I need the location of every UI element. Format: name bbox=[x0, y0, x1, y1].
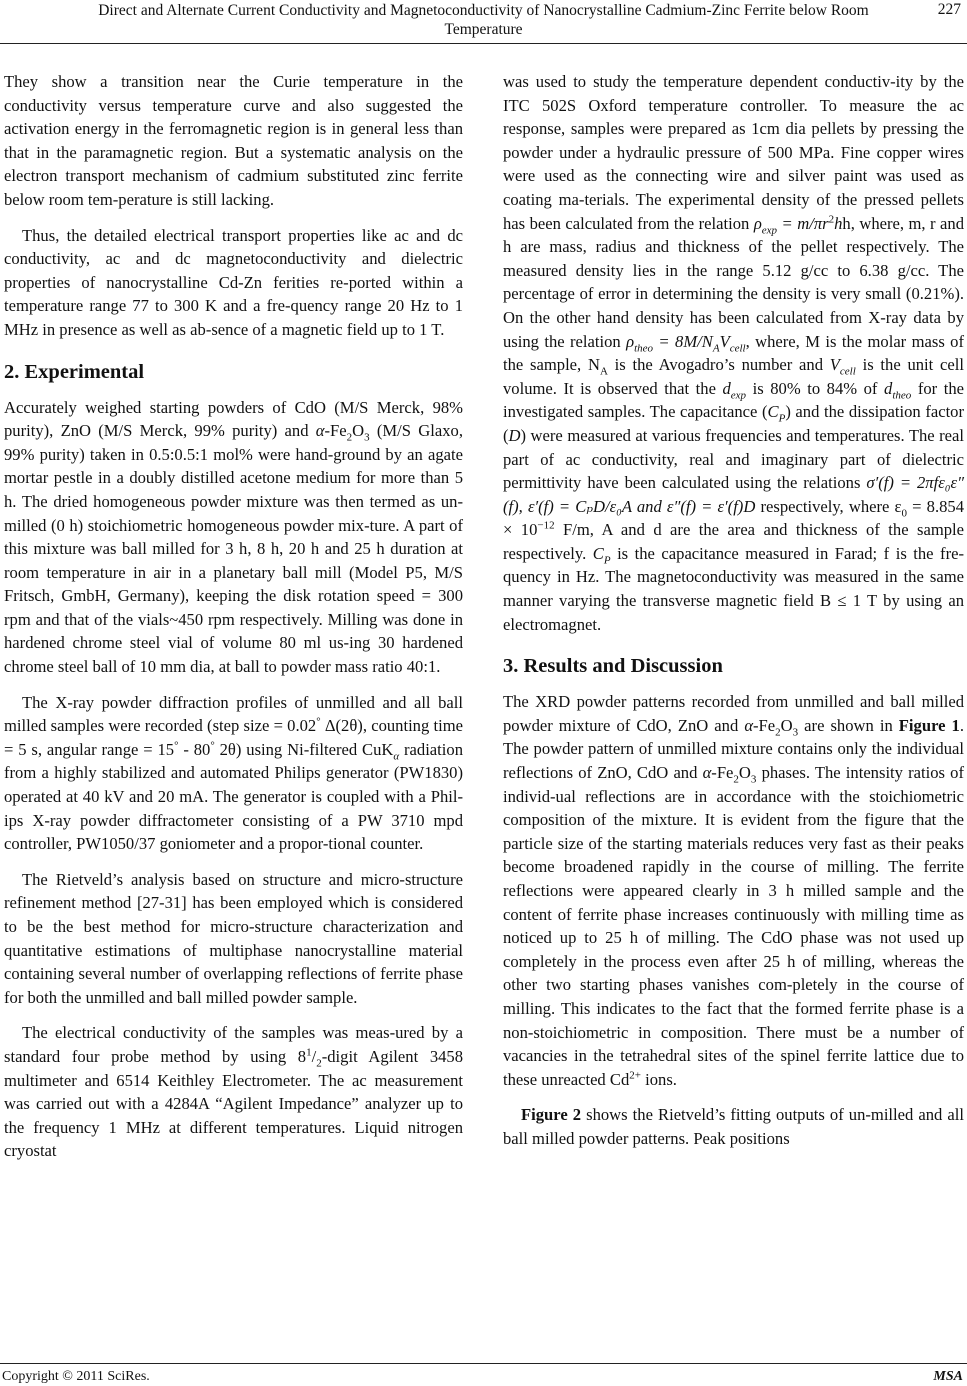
paragraph-sample-prep: Accurately weighed starting powders of CdO (M/S Merck, 98% purity), ZnO (M/S Merck, 99% purity) and $\alpha-Fe_2O_3$ (M/S Glaxo, 99% purity) taken in 0.5:0.5:1 mol% were hand-ground by an agate mortar pestle in a doubly distilled acetone medium for more than 5 h. The dried homogeneous powder mixture was then termed as un-milled (0 h) stoichiometric homogeneous powder mix-ture. A part of this mixture was ball milled for 3 h, 8 h, 20 h and 25 h duration at room temperature in air in a planetary ball mill (Model P5, M/S Fritsch, GmbH, Germany), keeping the disk rotation speed = 300 rpm and that of the vials~450 rpm respectively. Milling was done in hardened chrome steel vial of volume 80 ml us-ing 30 hardened chrome steel ball of 10 mm dia, at ball to powder mass ratio 40:1. bbox=[4, 397, 463, 677]
copyright-notice: Copyright © 2011 SciRes. bbox=[2, 1369, 150, 1384]
journal-abbrev: MSA bbox=[933, 1369, 963, 1384]
footer-rule bbox=[0, 1363, 967, 1364]
left-column bbox=[4, 70, 463, 1175]
running-header bbox=[0, 0, 967, 50]
page-footer bbox=[0, 1363, 967, 1386]
running-title: Direct and Alternate Current Conductivity and Magnetoconductivity of Nanocrystalline Cadmium-Zinc Ferrite below Room Temperature bbox=[98, 2, 869, 38]
paragraph-fig2: Figure 2 shows the Rietveld’s fitting outputs of un-milled and all ball milled powder patterns. Peak positions bbox=[503, 1105, 964, 1148]
section-heading-results: 3. Results and Discussion bbox=[503, 655, 723, 678]
paragraph-measurement: was used to study the temperature dependent conductiv-ity by the ITC 502S Oxford temperature controller. To measure the ac response, samples were prepared as 1cm dia pellets by pressing the powder under a hydraulic pressure of 500 MPa. Fine copper wires were used as the connecting wire and silver paint was used as coating ma-terials. The experimental density of the pressed pellets has been calculated from the relation $\rho_{exp} = m/\pi r^2hh$, where, m, r and h are mass, radius and thickness of the pellet respectively. The measured density lies in the range 5.12 g/cc to 6.38 g/cc. The percentage of error in determining the density is very small (0.21%). On the other hand density has been calculated from X-ray data by using the relation $\rho_{theo} = 8M/N_AV_{cell}$, where, M is the molar mass of the sample, $N_A$ is the Avogadro’s number and $V_{cell}$ is the unit cell volume. It is observed that the $d_{exp}$ is 80% to 84% of $d_{theo}$ for the investigated samples. The capacitance $(C_P)$ and the dissipation factor (D) were measured at various frequencies and temperatures. The real part of ac conductivity, real and imaginary part of dielectric permittivity have been calculated using the relations σ′(f) = 2πfε₀ε″(f), ε′(f) = CₚD/ε₀A and ε″(f) = ε′(f)D respectively, where $\varepsilon_0 = 8.854 \times 10^{-12}$ F/m, A and d are the area and thickness of the sample respectively. $C_P$ is the capacitance measured in Farad; f is the fre-quency in Hz. The magnetoconductivity was measured in the same manner varying the transverse magnetic field B ≤ 1 T by using an electromagnet. bbox=[503, 72, 965, 634]
paragraph-scope: Thus, the detailed electrical transport properties like ac and dc conductivity, ac and dc magnetoconductivity and dielectric properties of nanocrystalline Cd-Zn ferities re-ported within a temperature range 77 to 300 K and a fre-quency range 20 Hz to 1 MHz in presence as well as ab-sence of a magnetic field up to 1 T. bbox=[4, 225, 463, 339]
paragraph-xrd: The X-ray powder diffraction profiles of unmilled and all ball milled samples were recorded (step size = 0.02° Δ(2θ), counting time = 5 s, angular range = 15° - 80° 2θ) using Ni-filtered CuK$_\alpha$ radiation from a highly stabilized and automated Philips generator (PW1830) operated at 40 kV and 20 mA. The generator is coupled with a Phil-ips X-ray powder diffractometer consisting of a PW 3710 mpd controller, PW1050/37 goniometer and a propor-tional counter. bbox=[4, 692, 463, 854]
paragraph-xrd-results: The XRD powder patterns recorded from unmilled and ball milled powder mixture of CdO, ZnO and $\alpha-Fe_2O_3$ are shown in Figure 1. The powder pattern of unmilled mixture contains only the individual reflections of ZnO, CdO and $\alpha-Fe_2O_3$ phases. The intensity ratios of individ-ual reflections are in accordance with the stoichiometric composition of the mixture. It is evident from the figure that the particle size of the starting materials reduces very fast as their peaks become broadened rapidly in the course of milling. The ferrite reflections were appeared clearly in 3 h milled sample and the content of ferrite phase increases continuously with milling time as noticed up to 25 h of milling. The CdO phase was not used up completely in the process even after 25 h of milling, whereas the other two starting phases vanishes com-pletely in the course of milling. This indicates to the fact that the formed ferrite phase is a non-stoichiometric in composition. There must be a number of vacancies in the tetrahedral sites of the spinel ferrite lattice due to these unreacted $Cd^{2+}$ ions. bbox=[503, 692, 964, 1089]
header-rule bbox=[0, 43, 967, 44]
paragraph-intro-cont: They show a transition near the Curie temperature in the conductivity versus temperature curve and also suggested the activation energy in the ferromagnetic region is in general less than that in the paramagnetic region. But a systematic analysis on the electron transport mechanism of cadmium substituted zinc ferrite below room tem-perature is still lacking. bbox=[4, 72, 463, 209]
right-column bbox=[503, 70, 964, 1163]
section-heading-experimental: 2. Experimental bbox=[4, 360, 145, 383]
page-number: 227 bbox=[937, 1, 961, 18]
paragraph-electrical: The electrical conductivity of the samples was meas-ured by a standard four probe method by using $8^1/_2$-digit Agilent 3458 multimeter and 6514 Keithley Electrometer. The ac measurement was carried out with a 4284A “Agilent Impedance” analyzer up to the frequency 1 MHz at different temperatures. Liquid nitrogen cryostat bbox=[4, 1023, 464, 1161]
paragraph-rietveld: The Rietveld’s analysis based on structure and micro-structure refinement method [27-31] has been employed which is considered to be the best method for micro-structure characterization and quantitative estimations of multiphase nanocrystalline material containing several number of overlapping reflections of ferrite phase for both the unmilled and ball milled powder sample. bbox=[4, 869, 463, 1007]
